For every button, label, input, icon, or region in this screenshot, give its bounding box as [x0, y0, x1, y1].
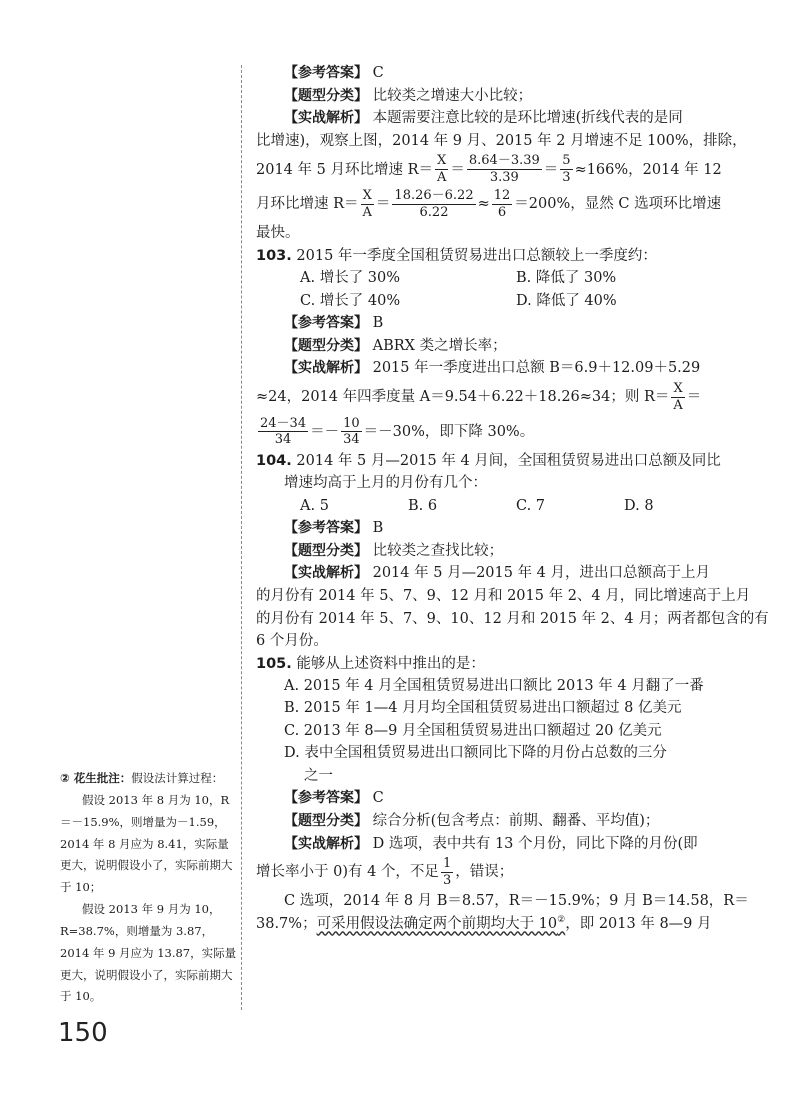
text-line: 的月份有 2014 年 5、7、9、10、12 月和 2015 年 2、4 月；两者都包含的有 — [256, 610, 769, 627]
annotation-heading: ② 花生批注：假设法计算过程： — [60, 771, 224, 785]
text-line: C 选项，2014 年 8 月 B＝8.57，R＝－15.9%；9 月 B＝14.58，R＝ — [284, 893, 749, 910]
analysis-line: 【实战解析】 本题需要注意比较的是环比增速(折线代表的是同 — [284, 110, 683, 127]
wavy-underlined-text: 可采用假设法确定两个前期均大于 10② — [316, 914, 566, 932]
formula-line: $\frac{24-34}{34}$ ＝－ $\frac{10}{34}$ ＝－30%，即下降 30%。 — [260, 415, 535, 448]
formula-line: 2014 年 5 月环比增速 R＝ $\frac{X}{A}$ ＝ $\frac{8.64-3.39}{3.39}$ ＝ $\frac{5}{3}$ ≈166%，2014 年 12 — [256, 153, 722, 186]
option: 之一 — [304, 767, 333, 784]
text-line: 38.7%；可采用假设法确定两个前期均大于 10②，即 2013 年 8—9 月 — [256, 914, 712, 932]
text-line: 6 个月份。 — [256, 633, 328, 650]
analysis-line: 【实战解析】 2014 年 5 月—2015 年 4 月，进出口总额高于上月 — [284, 565, 711, 582]
formula-line: ≈24，2014 年四季度量 A＝9.54＋6.22＋18.26≈34；则 R＝ $\frac{X}{A}$ ＝ — [256, 380, 702, 413]
type-line: 【题型分类】 综合分析(包含考点：前期、翻番、平均值)； — [284, 813, 660, 830]
page-number: 150 — [58, 1018, 108, 1048]
question-stem: 增速均高于上月的月份有几个： — [284, 475, 487, 492]
answer-line: 【参考答案】 C — [284, 790, 384, 807]
question-stem: 105. 能够从上述资料中推出的是： — [256, 655, 485, 672]
option: B. 2015 年 1—4 月月均全国租赁贸易进出口额超过 8 亿美元 — [284, 700, 682, 717]
option: C. 2013 年 8—9 月全国租赁贸易进出口额超过 20 亿美元 — [284, 722, 662, 739]
formula-line: 月环比增速 R＝ $\frac{X}{A}$ ＝ $\frac{18.26-6.22}{6.22}$ ≈ $\frac{12}{6}$ ＝200%，显然 C 选项环比增速 — [256, 188, 722, 220]
column-divider — [241, 65, 242, 1010]
main-column — [256, 62, 769, 935]
answer-line: 【参考答案】 B — [284, 315, 384, 331]
options-row: C. 增长了 40% D. 降低了 40% — [300, 292, 617, 309]
text-line: 比增速)，观察上图，2014 年 9 月、2015 年 2 月增速不足 100%，排除， — [256, 133, 747, 150]
answer-line: 【参考答案】 C — [284, 65, 384, 81]
text-line: 的月份有 2014 年 5、7、9、12 月和 2015 年 2、4 月，同比增速高于上月 — [256, 588, 751, 605]
analysis-line: 【实战解析】 D 选项，表中共有 13 个月份，同比下降的月份(即 — [284, 835, 698, 852]
annotation-paragraph: 假设 2013 年 9 月为 10，R=38.7%，则增量为 3.87，2014 年 9 月应为 13.87，实际量更大，说明假设小了，实际前期大于 10。 — [60, 902, 237, 1004]
side-annotation — [60, 768, 238, 1008]
question-stem: 104. 2014 年 5 月—2015 年 4 月间，全国租赁贸易进出口总额及同比 — [256, 452, 721, 469]
analysis-line: 【实战解析】 2015 年一季度进出口总额 B＝6.9＋12.09＋5.29 — [284, 360, 701, 377]
type-line: 【题型分类】 比较类之增速大小比较； — [284, 87, 533, 104]
type-line: 【题型分类】 比较类之查找比较； — [284, 542, 504, 559]
annotation-paragraph: 假设 2013 年 8 月为 10，R＝－15.9%，则增量为－1.59，2014 年 8 月应为 8.41，实际量更大，说明假设小了，实际前期大于 10； — [60, 792, 233, 895]
answer-line: 【参考答案】 B — [284, 520, 384, 537]
options-row: A. 增长了 30% B. 降低了 30% — [300, 270, 617, 287]
type-line: 【题型分类】 ABRX 类之增长率； — [284, 337, 507, 354]
text-line: 最快。 — [256, 225, 300, 242]
formula-line: 增长率小于 0)有 4 个，不足 $\frac{1}{3}$ ，错误； — [256, 856, 514, 888]
options-row: A. 5 B. 6 C. 7 D. 8 — [300, 497, 654, 514]
option: A. 2015 年 4 月全国租赁贸易进出口额比 2013 年 4 月翻了一番 — [284, 678, 704, 694]
question-stem: 103. 2015 年一季度全国租赁贸易进出口总额较上一季度约： — [256, 247, 657, 264]
option: D. 表中全国租赁贸易进出口额同比下降的月份占总数的三分 — [284, 745, 667, 762]
